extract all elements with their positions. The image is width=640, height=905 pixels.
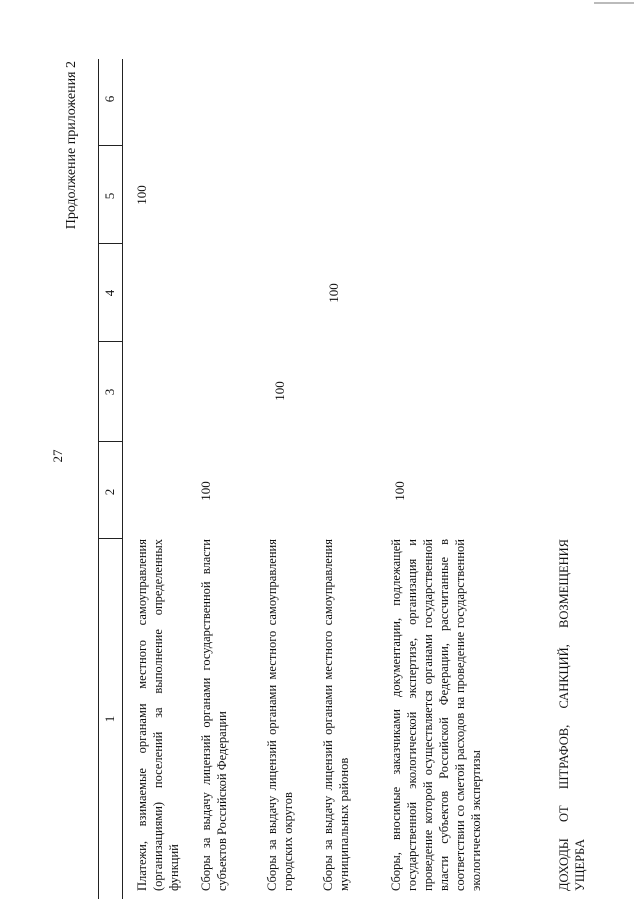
- col-divider-4: [98, 243, 122, 244]
- col-divider-1: [98, 538, 122, 539]
- scan-edge-mark: [594, 2, 634, 4]
- table-row-value: 100: [392, 481, 407, 501]
- rotated-table-page: [62, 59, 607, 899]
- table-row-value: 100: [134, 185, 149, 205]
- column-number-4: 4: [102, 289, 117, 297]
- table-row-label: Платежи, взимаемые органами местного самоуправления (организациями) поселений за выполнение определенных функций: [135, 539, 181, 891]
- table-row-label: Сборы, вносимые заказчиками документации, подлежащей государственной экологической экспертизе, организация и проведение которой осуществляется органами государственной власти субъектов Российской Федерации, рассчитанные в соответствии со сметой расходов на проведение государственной экологической экспертизы: [389, 539, 483, 891]
- column-number-5: 5: [102, 192, 117, 200]
- column-number-6: 6: [102, 95, 117, 103]
- table-row-value: 100: [198, 481, 213, 501]
- col-divider-3: [98, 341, 122, 342]
- table-row-label: Сборы за выдачу лицензий органами местного самоуправления муниципальных районов: [321, 539, 351, 891]
- table-row-label: Сборы за выдачу лицензий органами местного самоуправления городских округов: [265, 539, 295, 891]
- col-divider-2: [98, 441, 122, 442]
- page-number: 27: [50, 449, 65, 463]
- table-row-value: 100: [326, 283, 341, 303]
- table-row-label: Сборы за выдачу лицензий органами государственной власти субъектов Российской Федерации: [199, 539, 229, 891]
- header-bottom-rule: [122, 59, 123, 899]
- column-number-2: 2: [102, 488, 117, 496]
- column-number-3: 3: [102, 388, 117, 396]
- continuation-label: Продолжение приложения 2: [64, 61, 79, 230]
- col-divider-5: [98, 145, 122, 146]
- column-number-1: 1: [102, 715, 117, 723]
- table-top-rule: [98, 59, 99, 899]
- table-row-label: ДОХОДЫ ОТ ШТРАФОВ, САНКЦИЙ, ВОЗМЕЩЕНИЯ УЩЕРБА: [557, 539, 587, 891]
- table-row-value: 100: [272, 381, 287, 401]
